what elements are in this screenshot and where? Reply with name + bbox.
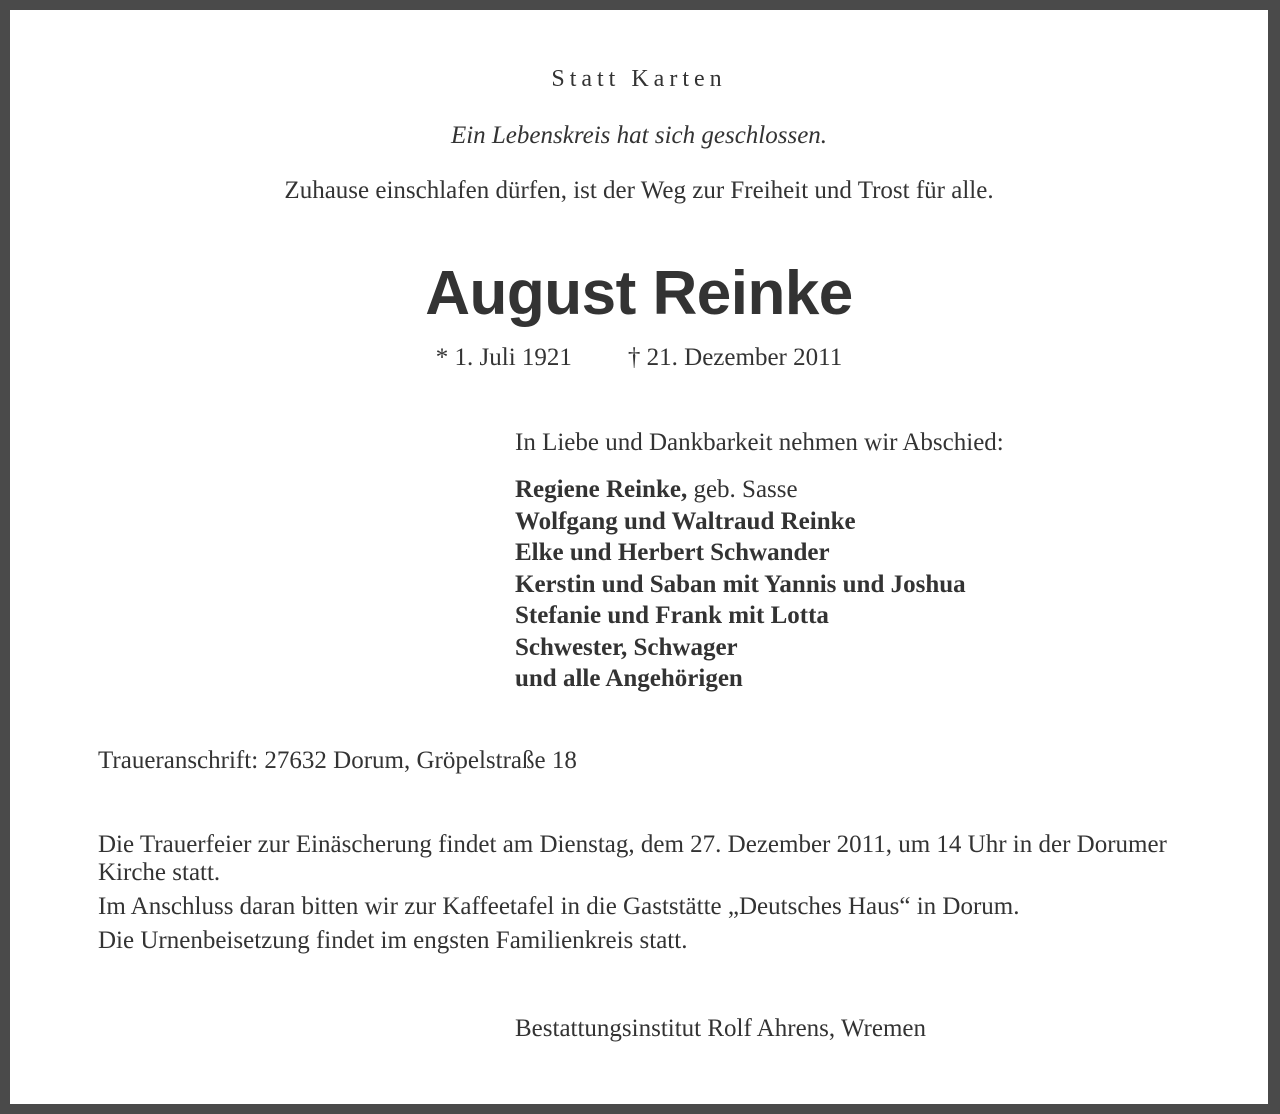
obituary-notice (10, 10, 1268, 1104)
mourners-list (515, 474, 966, 695)
mourner-line: Schwester, Schwager (515, 633, 738, 661)
mourner-line: Kerstin und Saban mit Yannis und Joshua (515, 570, 966, 598)
mourner-line: und alle Angehörigen (515, 665, 743, 692)
deceased-name: August Reinke (425, 259, 853, 328)
mourner-line (515, 474, 966, 506)
ceremony-details (98, 831, 1208, 955)
mourner-name: Regiene Reinke, (515, 476, 688, 503)
motto-line: Ein Lebenskreis hat sich geschlossen. (450, 122, 828, 149)
header-statt-karten: Statt Karten (551, 66, 727, 92)
mourner-line: Stefanie und Frank mit Lotta (515, 602, 829, 629)
ceremony-paragraph: Im Anschluss daran bitten wir zur Kaffeetafel in die Gaststätte „Deutsches Haus“ in Dorum. (98, 893, 1020, 920)
quote-line: Zuhause einschlafen dürfen, ist der Weg zur Freiheit und Trost für alle. (284, 177, 994, 204)
mourner-maiden-name: geb. Sasse (687, 476, 798, 503)
farewell-line: In Liebe und Dankbarkeit nehmen wir Abschied: (515, 429, 1004, 456)
undertaker-line: Bestattungsinstitut Rolf Ahrens, Wremen (515, 1015, 926, 1042)
life-dates (10, 344, 1268, 372)
mourner-line: Wolfgang und Waltraud Reinke (515, 507, 856, 535)
mourner-line: Elke und Herbert Schwander (515, 539, 830, 566)
death-date: † 21. Dezember 2011 (627, 344, 843, 371)
mourning-address: Traueranschrift: 27632 Dorum, Gröpelstraße 18 (98, 747, 577, 774)
ceremony-paragraph: Die Urnenbeisetzung findet im engsten Familienkreis statt. (98, 927, 688, 954)
ceremony-paragraph: Die Trauerfeier zur Einäscherung findet am Dienstag, dem 27. Dezember 2011, um 14 Uhr in der Dorumer Kirche statt. (98, 831, 1167, 886)
birth-date: * 1. Juli 1921 (435, 344, 572, 371)
